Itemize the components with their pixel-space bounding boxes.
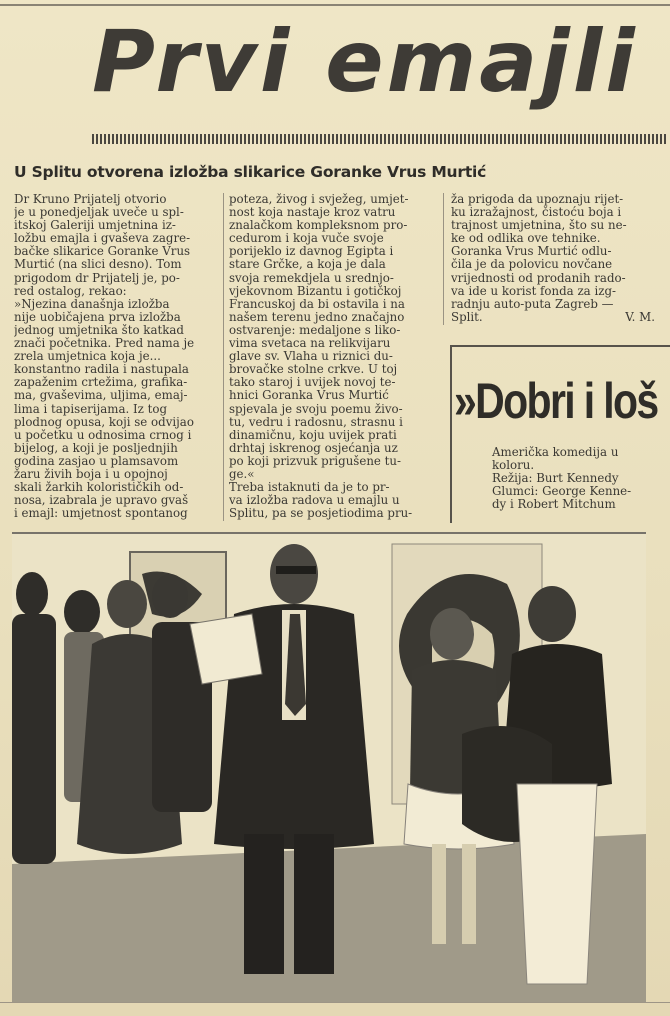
article-line: ku izražajnost, čistoću boja i <box>451 206 622 220</box>
article-line: va izložba radova u emajlu u <box>229 494 400 508</box>
article-line: žaru živih boja i u opojnoj <box>14 467 168 481</box>
movie-genre: Američka komedija u <box>492 445 619 459</box>
headline-underline <box>92 134 668 144</box>
movie-title: »Dobri i loš <box>454 373 658 429</box>
article-line: znalačkom kompleksnom pro- <box>229 219 408 233</box>
article-line: plodnog opusa, koji se odvijao <box>14 415 194 429</box>
article-line: je u ponedjeljak uveče u spl- <box>14 206 184 220</box>
article-line: lima i tapiserijama. Iz tog <box>14 402 168 416</box>
article-line: vrijednosti od prodanih rado- <box>451 271 626 285</box>
article-line: »Njezina današnja izložba <box>14 297 170 311</box>
column-divider <box>223 193 224 521</box>
column-divider <box>443 193 444 325</box>
article-line: ge.« <box>229 467 255 481</box>
article-line: ostvarenje: medaljone s liko- <box>229 323 401 337</box>
article-line: Francuskoj da bi ostavila i na <box>229 297 405 311</box>
article-line: konstantno radila i nastupala <box>14 363 189 377</box>
article-line: nosa, izabrala je upravo gvaš <box>14 494 189 508</box>
article-line: trajnost umjetnina, što su ne- <box>451 219 627 233</box>
article-line: hnici Goranka Vrus Murtić <box>229 389 389 403</box>
article-line: Murtić (na slici desno). Tom <box>14 258 182 272</box>
article-line: itskoj Galeriji umjetnina iz- <box>14 219 176 233</box>
headline: Prvi emajli <box>92 12 638 112</box>
movie-genre-cont: koloru. <box>492 458 535 473</box>
article-line: jednog umjetnika što katkad <box>14 323 184 337</box>
article-column-1 <box>14 193 219 520</box>
article-line: godina zasjao u plamsavom <box>14 454 179 468</box>
article-line: zapaženim crtežima, grafika- <box>14 376 188 390</box>
article-line: Treba istaknuti da je to pr- <box>229 481 390 495</box>
article-line: red ostalog, rekao: <box>14 284 127 298</box>
article-line: glave sv. Vlaha u riznici du- <box>229 350 393 364</box>
movie-cast: Glumci: George Kenne- <box>492 484 632 499</box>
article-line: poteza, živog i svježeg, umjet- <box>229 193 409 206</box>
article-line: tu, vedru i radosnu, strasnu i <box>229 415 403 429</box>
article-line: ža prigoda da upoznaju rijet- <box>451 193 624 206</box>
subheadline: U Splitu otvorena izložba slikarice Goranke Vrus Murtić <box>14 163 487 181</box>
news-photo <box>12 532 646 1002</box>
movie-cast-cont: dy i Robert Mitchum <box>492 497 616 512</box>
article-line: bačke slikarice Goranke Vrus <box>14 245 191 259</box>
article-line: bijelog, a koji je posljednjih <box>14 441 178 455</box>
article-line: nost koja nastaje kroz vatru <box>229 206 396 220</box>
article-line: zrela umjetnica koja je... <box>14 350 161 364</box>
article-line: ložbu emajla i gvaševa zagre- <box>14 232 191 246</box>
article-line: Dr Kruno Prijatelj otvorio <box>14 193 167 206</box>
article-line: dinamičnu, koju uvijek prati <box>229 428 397 442</box>
article-line: ma, gvaševima, uljima, emaj- <box>14 389 188 403</box>
exhibition-photo <box>12 534 646 1002</box>
article-column-3 <box>451 193 655 324</box>
article-last-word: Split. <box>451 309 483 324</box>
article-line: znači početnika. Pred nama je <box>14 337 195 351</box>
movie-info <box>492 446 654 511</box>
article-line: Splitu, pa se posjetiodima pru- <box>229 507 413 521</box>
article-line: drhtaj iskrenog osjećanja uz <box>229 441 398 455</box>
article-line: stare Grčke, a koja je dala <box>229 258 386 272</box>
movie-box-border-top <box>450 345 670 347</box>
article-line: brovačke stolne crkve. U toj <box>229 363 398 377</box>
article-line: tako staroj i uvijek novoj te- <box>229 376 396 390</box>
article-line: porijeklo iz davnog Egipta i <box>229 245 394 259</box>
article-line: i emajl: umjetnost spontanog <box>14 507 188 521</box>
article-signature: V. M. <box>625 309 655 324</box>
movie-director: Režija: Burt Kennedy <box>492 471 619 486</box>
article-line: vima svetaca na relikvijaru <box>229 337 391 351</box>
article-line: ke od odlika ove tehnike. <box>451 232 601 246</box>
article-line: našem terenu jedno značajno <box>229 310 405 324</box>
article-line: skali žarkih kolorističkih od- <box>14 481 184 495</box>
article-line: po koji prizvuk prigušene tu- <box>229 454 401 468</box>
movie-box-border-left <box>450 345 452 523</box>
article-line: vjekovnom Bizantu i gotičkoj <box>229 284 402 298</box>
article-line: u početku u odnosima crnog i <box>14 428 192 442</box>
article-line: svoja remekdjela u srednjo- <box>229 271 394 285</box>
article-line: radnju auto-puta Zagreb — <box>451 297 614 311</box>
article-line: va ide u korist fonda za izg- <box>451 284 616 298</box>
top-rule <box>0 4 670 6</box>
article-line: Goranka Vrus Murtić odlu- <box>451 245 612 259</box>
article-column-2 <box>229 193 435 520</box>
bottom-rule <box>0 1002 670 1003</box>
article-line: prigodom dr Prijatelj je, po- <box>14 271 180 285</box>
article-line: spjevala je svoju poemu živo- <box>229 402 403 416</box>
article-line: cedurom i koja vuče svoje <box>229 232 384 246</box>
article-line: čila je da polovicu novčane <box>451 258 613 272</box>
article-signature-line <box>451 311 655 324</box>
article-line: nije uobičajena prva izložba <box>14 310 181 324</box>
